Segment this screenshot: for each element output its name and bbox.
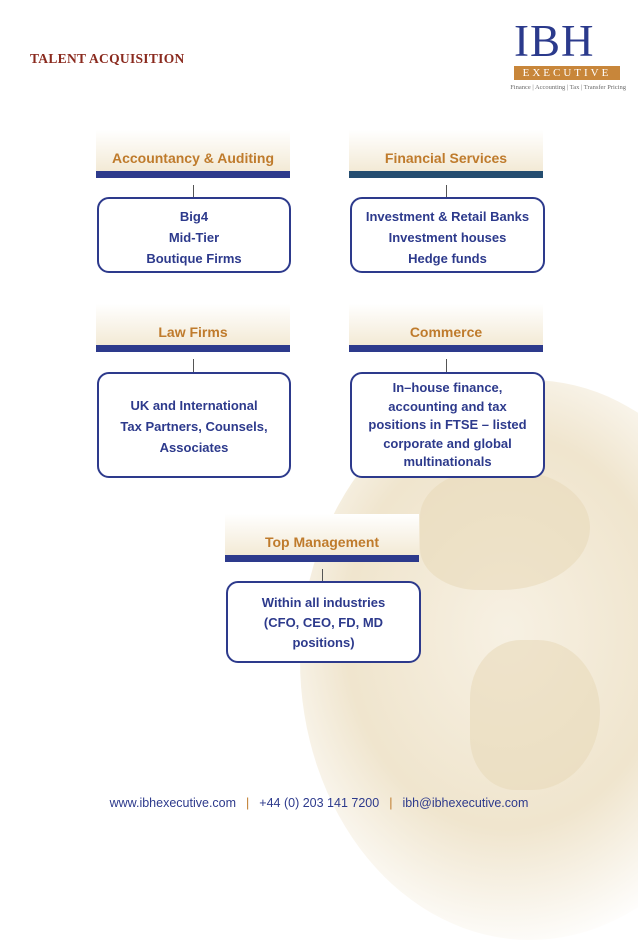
commerce-card	[350, 372, 545, 478]
financial-line: Investment houses	[388, 230, 507, 245]
commerce-line: accounting and tax	[388, 398, 507, 414]
accountancy-line: Big4	[179, 209, 209, 224]
accountancy-connector	[193, 185, 194, 197]
financial-connector	[446, 185, 447, 197]
top-management-line: Within all industries	[261, 595, 386, 610]
financial-card	[350, 197, 545, 273]
commerce-line: positions in FTSE – listed	[368, 417, 527, 432]
page-title: TALENT ACQUISITION	[30, 51, 185, 66]
financial-line: Investment & Retail Banks	[365, 209, 530, 224]
top-management-connector	[322, 569, 323, 581]
commerce-connector	[446, 359, 447, 372]
accountancy-line: Mid-Tier	[168, 230, 220, 245]
commerce-line: multinationals	[403, 454, 492, 469]
law-card	[97, 372, 291, 478]
law-line: UK and International	[130, 398, 258, 413]
accountancy-header	[96, 130, 290, 178]
logo-band: EXECUTIVE	[514, 66, 620, 80]
commerce-header	[349, 304, 543, 352]
law-connector	[193, 359, 194, 372]
financial-line: Hedge funds	[408, 251, 487, 266]
law-heading: Law Firms	[158, 324, 228, 340]
footer-separator: |	[246, 796, 250, 810]
logo-mark: IBH	[514, 16, 595, 66]
accountancy-line: Boutique Firms	[146, 251, 242, 266]
logo-tagline: Finance | Accounting | Tax | Transfer Pricing	[510, 84, 626, 91]
top-management-line: (CFO, CEO, FD, MD	[263, 615, 384, 630]
contact-footer	[0, 796, 638, 810]
top-management-heading: Top Management	[264, 534, 380, 550]
phone-number: +44 (0) 203 141 7200	[259, 796, 380, 810]
financial-heading: Financial Services	[384, 150, 508, 166]
company-logo	[508, 16, 626, 98]
top-management-header	[225, 514, 419, 562]
accountancy-card	[97, 197, 291, 273]
commerce-line: In–house finance,	[392, 380, 503, 395]
top-management-card	[226, 581, 421, 663]
accountancy-heading: Accountancy & Auditing	[111, 150, 275, 166]
financial-header	[349, 130, 543, 178]
email-link[interactable]: ibh@ibhexecutive.com	[402, 796, 529, 810]
law-line: Tax Partners, Counsels,	[120, 419, 268, 434]
law-header	[96, 304, 290, 352]
top-management-line: positions)	[292, 635, 355, 650]
footer-separator: |	[389, 796, 393, 810]
law-line: Associates	[159, 440, 229, 455]
commerce-heading: Commerce	[409, 324, 483, 340]
commerce-line: corporate and global	[383, 435, 512, 451]
website-link[interactable]: www.ibhexecutive.com	[109, 796, 237, 810]
